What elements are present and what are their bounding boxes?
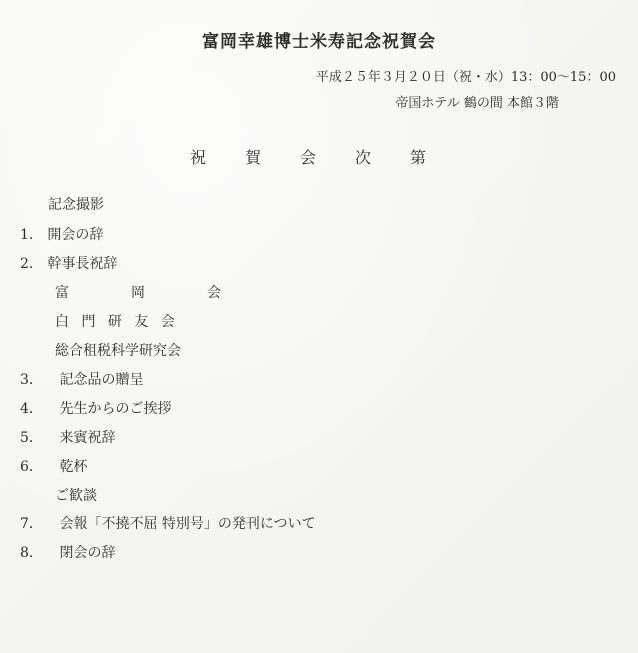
item-number: 7． [20,516,43,532]
item-number: 5． [20,430,43,446]
program-item [20,456,87,476]
item-label: 記念品の贈呈 [59,372,144,388]
item-label: 来賓祝辞 [59,430,116,446]
event-venue: 帝国ホテル 鶴の間 本館３階 [395,96,559,111]
item-number: 4． [20,401,43,417]
heading-char: 次 [355,148,372,167]
program-item [20,513,316,533]
heading-char: 賀 [245,148,262,167]
sub-item: 白 門 研 友 会 [55,314,179,330]
sub-item [55,282,245,302]
item-number: 1． [20,227,43,243]
item-number: 6． [20,459,43,475]
program-item-photo: 記念撮影 [48,197,104,213]
item-label: 会報「不撓不屈 特別号」の発刊について [59,516,316,532]
sub-item-label: 富 岡 会 [55,285,245,301]
item-label: 幹事長祝辞 [47,256,118,272]
item-label: 閉会の辞 [59,545,116,561]
program-item [20,224,103,244]
program-item [20,253,117,273]
program-item [20,398,171,418]
item-label: 先生からのご挨拶 [59,401,172,417]
heading-char: 会 [300,148,317,167]
event-date-time: 平成２５年３月２０日（祝・水）13：00〜15：00 [315,70,616,85]
heading-char: 第 [410,148,427,167]
item-number: 2． [20,256,43,272]
program-heading [190,145,465,168]
sub-item: ご歓談 [55,488,97,504]
document-title: 富岡幸雄博士米寿記念祝賀会 [202,32,436,52]
program-item [20,542,115,562]
sub-item: 総合租税科学研究会 [55,343,181,359]
item-label: 乾杯 [59,459,88,475]
program-item [20,427,115,447]
heading-char: 祝 [190,148,207,167]
item-number: 8． [20,545,43,561]
item-number: 3． [20,372,43,388]
item-label: 開会の辞 [47,227,104,243]
program-item [20,369,143,389]
